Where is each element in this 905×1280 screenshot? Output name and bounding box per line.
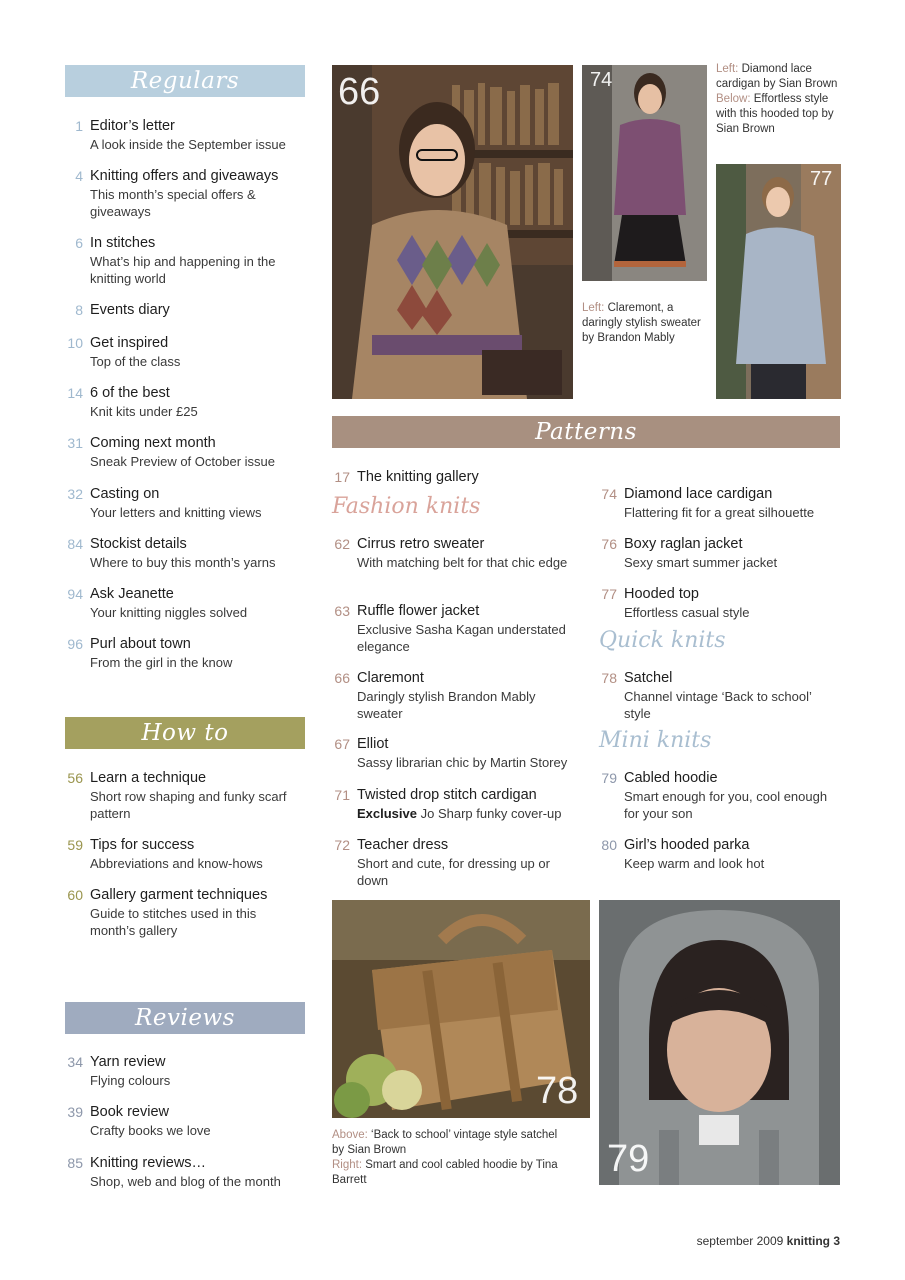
entry-description bbox=[90, 654, 305, 671]
footer-magazine: knitting 3 bbox=[786, 1234, 840, 1248]
toc-entry bbox=[332, 536, 577, 576]
entry-description bbox=[90, 453, 305, 470]
toc-entry bbox=[65, 536, 305, 576]
toc-entry bbox=[65, 837, 305, 877]
entry-title: Girl’s hooded parka bbox=[624, 837, 750, 853]
entry-title: Twisted drop stitch cardigan bbox=[357, 787, 537, 803]
entry-description-text: Short and cute, for dressing up or down bbox=[357, 856, 550, 888]
toc-entry bbox=[65, 1054, 310, 1094]
page-number: 96 bbox=[67, 636, 83, 652]
entry-description bbox=[357, 554, 577, 571]
hooded-top-photo-image bbox=[716, 164, 841, 399]
entry-title: Tips for success bbox=[90, 837, 195, 853]
entry-description bbox=[624, 688, 840, 722]
pattern-gallery bbox=[332, 469, 592, 487]
page-number: 56 bbox=[67, 770, 83, 786]
entry-description bbox=[90, 403, 305, 420]
toc-entry bbox=[65, 1155, 310, 1195]
page-number: 78 bbox=[601, 670, 617, 686]
toc-entry bbox=[332, 837, 577, 888]
entry-title: Events diary bbox=[90, 302, 170, 318]
entry-description bbox=[90, 136, 305, 153]
entry-description-text: What’s hip and happening in the knitting world bbox=[90, 254, 276, 286]
page-number: 80 bbox=[601, 837, 617, 853]
caption-left-label: Left: bbox=[716, 63, 739, 75]
entry-description-text: Where to buy this month’s yarns bbox=[90, 555, 276, 570]
entry-description bbox=[357, 754, 577, 771]
entry-description-text: Shop, web and blog of the month bbox=[90, 1174, 281, 1189]
entry-title: Ask Jeanette bbox=[90, 586, 174, 602]
page-number: 59 bbox=[67, 837, 83, 853]
entry-description bbox=[90, 504, 305, 521]
photo-claremont-sweater bbox=[332, 65, 573, 399]
entry-description-text: Crafty books we love bbox=[90, 1123, 211, 1138]
page-number: 14 bbox=[67, 385, 83, 401]
entry-title: Knitting reviews… bbox=[90, 1155, 207, 1171]
toc-entry bbox=[65, 335, 305, 375]
entry-title: Cabled hoodie bbox=[624, 770, 718, 786]
entry-title: 6 of the best bbox=[90, 385, 170, 401]
entry-description bbox=[624, 554, 840, 571]
entry-description-text: Sexy smart summer jacket bbox=[624, 555, 778, 570]
page-number: 79 bbox=[601, 770, 617, 786]
page-number: 72 bbox=[334, 837, 350, 853]
page-number: 32 bbox=[67, 486, 83, 502]
entry-description bbox=[624, 604, 840, 621]
photo-satchel bbox=[332, 900, 590, 1118]
page-number: 62 bbox=[334, 536, 350, 552]
toc-entry bbox=[332, 603, 577, 654]
page-number: 39 bbox=[67, 1104, 83, 1120]
page-number: 66 bbox=[334, 670, 350, 686]
entry-description-text: Flattering fit for a great silhouette bbox=[624, 505, 815, 520]
photo-diamond-lace-cardigan bbox=[582, 65, 707, 281]
entry-title: Hooded top bbox=[624, 586, 699, 602]
entry-title: Book review bbox=[90, 1104, 169, 1120]
toc-entry bbox=[599, 837, 840, 877]
entry-description bbox=[90, 604, 305, 621]
caption-claremont-text: Claremont, a daringly stylish sweater by Brandon Mably bbox=[582, 302, 701, 344]
page-number: 67 bbox=[334, 736, 350, 752]
entry-description-text: This month’s special offers & giveaways bbox=[90, 187, 256, 219]
footer-date: september 2009 bbox=[696, 1234, 787, 1248]
page-footer bbox=[697, 1234, 840, 1248]
toc-entry bbox=[65, 586, 305, 626]
page-number: 4 bbox=[75, 168, 83, 184]
toc-entry bbox=[65, 887, 305, 938]
mini-knits-heading: Mini knits bbox=[599, 728, 712, 753]
toc-entry bbox=[65, 486, 305, 526]
caption-below-text: Effortless style with this hooded top by Sian Brown bbox=[716, 93, 834, 135]
page-number: 74 bbox=[601, 486, 617, 502]
caption-right-text: Smart and cool cabled hoodie by Tina Barrett bbox=[332, 1159, 558, 1186]
page-number: 31 bbox=[67, 435, 83, 451]
entry-title: Satchel bbox=[624, 670, 673, 686]
entry-title: Coming next month bbox=[90, 435, 216, 451]
howto-heading: How to bbox=[65, 717, 305, 749]
entry-description bbox=[90, 905, 305, 939]
entry-title: Yarn review bbox=[90, 1054, 166, 1070]
page-number-66: 66 bbox=[338, 71, 381, 113]
entry-title: Casting on bbox=[90, 486, 160, 502]
reviews-heading: Reviews bbox=[65, 1002, 305, 1034]
toc-entry bbox=[332, 670, 577, 721]
entry-description bbox=[90, 1072, 310, 1089]
page-number: 34 bbox=[67, 1054, 83, 1070]
page-number: 84 bbox=[67, 536, 83, 552]
caption-top-right bbox=[716, 62, 841, 137]
page-number: 63 bbox=[334, 603, 350, 619]
page-number: 6 bbox=[75, 235, 83, 251]
toc-entry bbox=[65, 636, 305, 676]
photo-cabled-hoodie bbox=[599, 900, 840, 1185]
page-number: 77 bbox=[601, 586, 617, 602]
toc-entry bbox=[65, 118, 305, 158]
toc-entry bbox=[65, 235, 305, 286]
page-number-77: 77 bbox=[810, 168, 833, 190]
entry-description-text: Flying colours bbox=[90, 1073, 171, 1088]
toc-entry bbox=[65, 770, 305, 821]
page-number-74: 74 bbox=[590, 69, 613, 91]
toc-entry bbox=[332, 787, 577, 827]
entry-title: Diamond lace cardigan bbox=[624, 486, 773, 502]
page-number: 60 bbox=[67, 887, 83, 903]
entry-title: Editor’s letter bbox=[90, 118, 175, 134]
entry-description-text: Exclusive Sasha Kagan understated elegance bbox=[357, 622, 566, 654]
entry-title: Boxy raglan jacket bbox=[624, 536, 743, 552]
entry-description bbox=[90, 1122, 310, 1139]
entry-description bbox=[90, 788, 305, 822]
patterns-heading: Patterns bbox=[332, 416, 840, 448]
entry-title: Elliot bbox=[357, 736, 389, 752]
caption-left-text: Diamond lace cardigan by Sian Brown bbox=[716, 63, 838, 90]
gallery-title: The knitting gallery bbox=[357, 469, 479, 485]
caption-above-label: Above: bbox=[332, 1129, 368, 1141]
entry-description-text: A look inside the September issue bbox=[90, 137, 286, 152]
toc-entry bbox=[65, 168, 305, 219]
page-number: 94 bbox=[67, 586, 83, 602]
caption-below-label: Below: bbox=[716, 93, 751, 105]
toc-entry bbox=[65, 435, 305, 475]
page-number: 10 bbox=[67, 335, 83, 351]
toc-entry bbox=[65, 1104, 310, 1144]
entry-description bbox=[90, 186, 305, 220]
toc-entry bbox=[599, 486, 840, 526]
toc-entry bbox=[599, 536, 840, 576]
entry-description bbox=[357, 855, 577, 889]
entry-title: Ruffle flower jacket bbox=[357, 603, 480, 619]
page-number: 8 bbox=[75, 302, 83, 318]
page-number: 85 bbox=[67, 1155, 83, 1171]
entry-description-text: With matching belt for that chic edge bbox=[357, 555, 568, 570]
cardigan-photo-image bbox=[582, 65, 707, 281]
entry-description bbox=[90, 554, 305, 571]
entry-description bbox=[624, 504, 840, 521]
page-number: 71 bbox=[334, 787, 350, 803]
entry-description-text: From the girl in the know bbox=[90, 655, 233, 670]
page-number-79: 79 bbox=[607, 1138, 650, 1180]
entry-description bbox=[624, 855, 840, 872]
entry-title: Gallery garment techniques bbox=[90, 887, 268, 903]
page-number-78: 78 bbox=[536, 1070, 579, 1112]
toc-entry bbox=[599, 770, 840, 821]
entry-description-text: Guide to stitches used in this month’s gallery bbox=[90, 906, 257, 938]
entry-title: Teacher dress bbox=[357, 837, 449, 853]
entry-description-text: Keep warm and look hot bbox=[624, 856, 765, 871]
entry-description-text: Your knitting niggles solved bbox=[90, 605, 248, 620]
entry-title: In stitches bbox=[90, 235, 156, 251]
quick-knits-heading: Quick knits bbox=[599, 628, 726, 653]
entry-description bbox=[90, 1173, 310, 1190]
toc-entry bbox=[332, 736, 577, 776]
entry-description-text: Knit kits under £25 bbox=[90, 404, 198, 419]
gallery-page-number: 17 bbox=[334, 469, 350, 485]
toc-entry bbox=[599, 670, 840, 721]
fashion-knits-heading: Fashion knits bbox=[332, 494, 481, 519]
entry-title: Claremont bbox=[357, 670, 424, 686]
entry-title: Knitting offers and giveaways bbox=[90, 168, 279, 184]
entry-description-text: Jo Sharp funky cover-up bbox=[417, 806, 562, 821]
caption-bottom bbox=[332, 1128, 572, 1188]
entry-description-text: Your letters and knitting views bbox=[90, 505, 262, 520]
entry-description-text: Sassy librarian chic by Martin Storey bbox=[357, 755, 568, 770]
entry-title: Stockist details bbox=[90, 536, 187, 552]
claremont-photo-image bbox=[332, 65, 573, 399]
entry-description bbox=[90, 855, 305, 872]
photo-hooded-top bbox=[716, 164, 841, 399]
page-number: 1 bbox=[75, 118, 83, 134]
entry-description bbox=[624, 788, 840, 822]
regulars-heading: Regulars bbox=[65, 65, 305, 97]
caption-right-label: Right: bbox=[332, 1159, 363, 1171]
entry-title: Get inspired bbox=[90, 335, 169, 351]
entry-description bbox=[357, 688, 577, 722]
entry-description-text: Daringly stylish Brandon Mably sweater bbox=[357, 689, 536, 721]
caption-above-text: ‘Back to school’ vintage style satchel by Sian Brown bbox=[332, 1129, 558, 1156]
entry-description-text: Sneak Preview of October issue bbox=[90, 454, 275, 469]
entry-title: Cirrus retro sweater bbox=[357, 536, 485, 552]
entry-description-text: Effortless casual style bbox=[624, 605, 750, 620]
entry-description-text: Smart enough for you, cool enough for your son bbox=[624, 789, 828, 821]
entry-description-text: Channel vintage ‘Back to school’ style bbox=[624, 689, 812, 721]
entry-description-emphasis: Exclusive bbox=[357, 806, 417, 821]
entry-description bbox=[357, 805, 577, 822]
caption-claremont-label: Left: bbox=[582, 302, 605, 314]
entry-description bbox=[90, 353, 305, 370]
entry-description-text: Short row shaping and funky scarf pattern bbox=[90, 789, 287, 821]
entry-title: Learn a technique bbox=[90, 770, 207, 786]
entry-title: Purl about town bbox=[90, 636, 191, 652]
entry-description bbox=[90, 253, 305, 287]
entry-description-text: Top of the class bbox=[90, 354, 181, 369]
entry-description-text: Abbreviations and know-hows bbox=[90, 856, 263, 871]
caption-claremont bbox=[582, 301, 707, 346]
page-number: 76 bbox=[601, 536, 617, 552]
toc-entry bbox=[599, 586, 840, 626]
toc-entry bbox=[65, 385, 305, 425]
entry-description bbox=[357, 621, 577, 655]
